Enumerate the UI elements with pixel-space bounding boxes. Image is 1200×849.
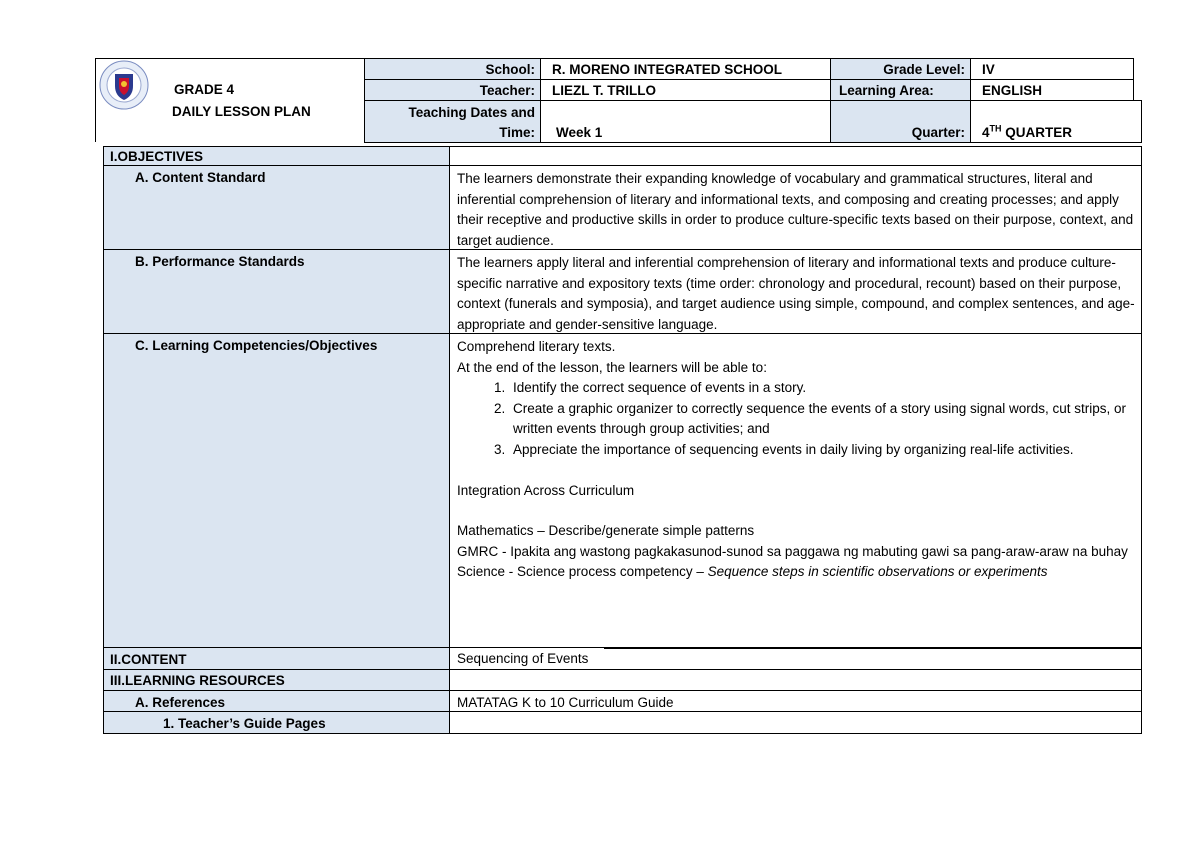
school-value: R. MORENO INTEGRATED SCHOOL (552, 62, 783, 77)
competencies-intro1: Comprehend literary texts. (457, 339, 616, 354)
quarter-value: 4TH QUARTER (982, 123, 1073, 140)
dates-label-line2: Time: (499, 125, 535, 140)
daily-lesson-plan-title: DAILY LESSON PLAN (172, 104, 311, 119)
performance-standards-text: The learners apply literal and inferential comprehension of literary and informational texts and produce culture-specific narrative and expository texts (time order: chronology and procedural, recount) based on their purpose, context (funerals and symposia), and target audience using simple, compound, and complex sentences, and age-appropriate and gender-sensitive language. (457, 255, 1135, 332)
list-item: 2. Create a graphic organizer to correctly sequence the events of a story using signal words, cut strips, or written events through group activities; and (509, 399, 1139, 440)
teacher-label: Teacher: (479, 83, 535, 98)
dates-label-line1: Teaching Dates and (408, 105, 535, 120)
content-value: Sequencing of Events (457, 651, 589, 666)
grade-label: GRADE 4 (174, 82, 235, 97)
dates-value: Week 1 (556, 125, 603, 140)
list-item: 3. Appreciate the importance of sequencing events in daily living by organizing real-life activities. (509, 440, 1139, 461)
references-label: A. References (135, 695, 226, 710)
content-standard-text: The learners demonstrate their expanding knowledge of vocabulary and grammatical structures, literal and inferential comprehension of literary and informational texts, and composing and creating processes; and apply their receptive and productive skills in order to produce culture-specific texts based on their purpose, context, and target audience. (457, 171, 1134, 248)
learning-area-value: ENGLISH (982, 83, 1043, 98)
teacher-value: LIEZL T. TRILLO (552, 83, 656, 98)
grade-level-value: IV (982, 62, 995, 77)
list-item: 1. Identify the correct sequence of events in a story. (509, 378, 1139, 399)
references-value: MATATAG K to 10 Curriculum Guide (457, 695, 674, 710)
teachers-guide-label: 1. Teacher’s Guide Pages (163, 716, 326, 731)
grade-level-label: Grade Level: (883, 62, 965, 77)
school-label: School: (485, 62, 535, 77)
competencies-label: C. Learning Competencies/Objectives (135, 338, 378, 353)
objectives-heading: I.OBJECTIVES (110, 149, 204, 164)
integration-science: Science - Science process competency – Sequence steps in scientific observations or experiments (457, 564, 1048, 580)
deped-seal-icon (99, 60, 149, 110)
learning-area-label: Learning Area: (839, 83, 934, 98)
integration-gmrc: GMRC - Ipakita ang wastong pagkakasunod-sunod sa paggawa ng mabuting gawi sa pang-araw-araw na buhay (457, 543, 1128, 559)
competencies-content (457, 337, 1139, 583)
integration-heading: Integration Across Curriculum (457, 482, 635, 498)
content-standard-label: A. Content Standard (135, 170, 266, 185)
competencies-list (457, 378, 1139, 460)
content-heading: II.CONTENT (110, 652, 187, 667)
quarter-label: Quarter: (911, 125, 965, 140)
competencies-intro2: At the end of the lesson, the learners will be able to: (457, 359, 767, 375)
resources-heading: III.LEARNING RESOURCES (110, 673, 285, 688)
integration-math: Mathematics – Describe/generate simple patterns (457, 523, 755, 539)
performance-standards-label: B. Performance Standards (135, 254, 305, 269)
